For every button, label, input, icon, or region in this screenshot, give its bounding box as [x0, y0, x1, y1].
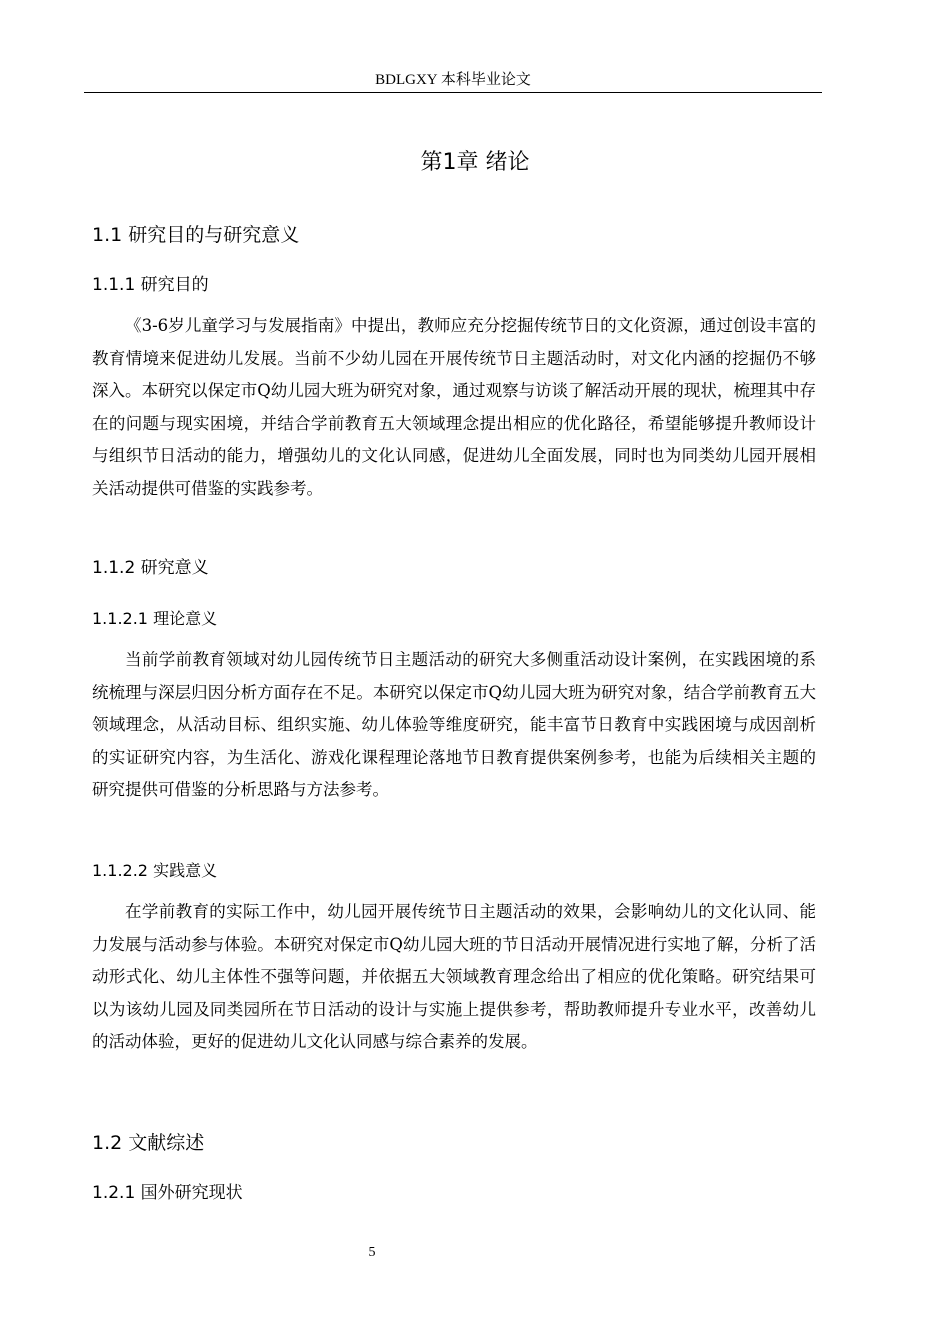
paragraph-research-purpose: 《3-6岁儿童学习与发展指南》中提出，教师应充分挖掘传统节日的文化资源，通过创设丰富的教育情境来促进幼儿发展。当前不少幼儿园在开展传统节日主题活动时，对文化内涵的挖掘仍不够深入。本研究以保定市Q幼儿园大班为研究对象，通过观察与访谈了解活动开展的现状，梳理其中存在的问题与现实困境，并结合学前教育五大领域理念提出相应的优化路径，希望能够提升教师设计与组织节日活动的能力，增强幼儿的文化认同感，促进幼儿全面发展，同时也为同类幼儿园开展相关活动提供可借鉴的实践参考。 [92, 316, 816, 498]
chapter-title: 第1章 绪论 [420, 150, 530, 175]
section-heading-1-2: 1.2 文献综述 [92, 1132, 205, 1154]
subsection-heading-1-1-2: 1.1.2 研究意义 [92, 558, 209, 578]
header-rule [84, 92, 822, 93]
paragraph-theoretical-significance: 当前学前教育领域对幼儿园传统节日主题活动的研究大多侧重活动设计案例，在实践困境的系统梳理与深层归因分析方面存在不足。本研究以保定市Q幼儿园大班为研究对象，结合学前教育五大领域理念，从活动目标、组织实施、幼儿体验等维度研究，能丰富节日教育中实践困境与成因剖析的实证研究内容，为生活化、游戏化课程理论落地节日教育提供案例参考，也能为后续相关主题的研究提供可借鉴的分析思路与方法参考。 [92, 650, 816, 799]
section-heading-1-1: 1.1 研究目的与研究意义 [92, 224, 300, 246]
subsection-heading-1-2-1: 1.2.1 国外研究现状 [92, 1183, 243, 1203]
heading-1-1-2-2: 1.1.2.2 实践意义 [92, 861, 218, 880]
heading-1-1-2-1: 1.1.2.1 理论意义 [92, 609, 218, 628]
subsection-heading-1-1-1: 1.1.1 研究目的 [92, 275, 209, 295]
page-number: 5 [368, 1245, 376, 1260]
running-header: BDLGXY 本科毕业论文 [375, 72, 531, 88]
paragraph-practical-significance: 在学前教育的实际工作中，幼儿园开展传统节日主题活动的效果，会影响幼儿的文化认同、能力发展与活动参与体验。本研究对保定市Q幼儿园大班的节日活动开展情况进行实地了解，分析了活动形式化、幼儿主体性不强等问题，并依据五大领域教育理念给出了相应的优化策略。研究结果可以为该幼儿园及同类园所在节日活动的设计与实施上提供参考，帮助教师提升专业水平，改善幼儿的活动体验，更好的促进幼儿文化认同感与综合素养的发展。 [92, 902, 816, 1051]
